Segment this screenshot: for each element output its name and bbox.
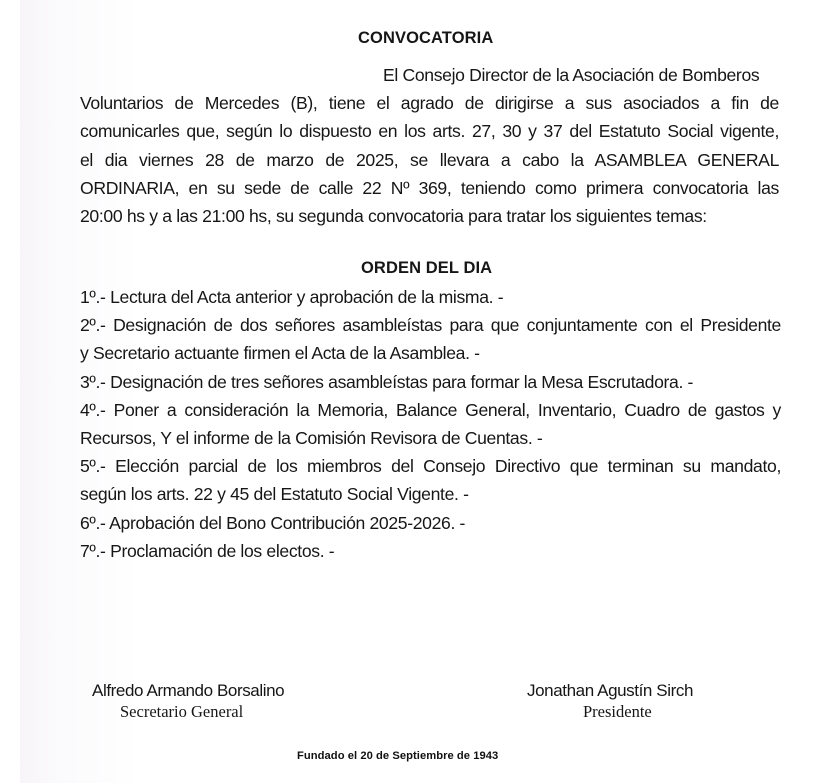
intro-paragraph	[80, 61, 779, 230]
intro-line-1	[80, 61, 779, 89]
secretary-role: Secretario General	[120, 702, 244, 721]
agenda-item-6: 6º.- Aprobación del Bono Contribución 2025-2026. -	[80, 512, 466, 533]
intro-line-1-text: El Consejo Director de la Asociación de Bomberos	[383, 65, 760, 85]
intro-line-6: 20:00 hs y a las 21:00 hs, su segunda convocatoria para tratar los siguientes temas:	[80, 205, 707, 226]
agenda-item-4: 4º.- Poner a consideración la Memoria, Balance General, Inventario, Cuadro de gastos y	[80, 399, 781, 420]
agenda-title: ORDEN DEL DIA	[361, 259, 493, 277]
agenda-item-3: 3º.- Designación de tres señores asambleístas para formar la Mesa Escrutadora. -	[80, 371, 694, 392]
president-role: Presidente	[583, 702, 652, 721]
agenda-item-5: 5º.- Elección parcial de los miembros del Consejo Directivo que terminan su mandato,	[80, 456, 781, 477]
agenda-item-7: 7º.- Proclamación de los electos. -	[80, 540, 335, 561]
intro-line-5: ORDINARIA, en su sede de calle 22 Nº 369, teniendo como primera convocatoria las	[80, 177, 779, 198]
president-name: Jonathan Agustín Sirch	[527, 681, 694, 700]
agenda-item-1: 1º.- Lectura del Acta anterior y aprobación de la misma. -	[80, 287, 504, 307]
document-title: CONVOCATORIA	[358, 29, 494, 47]
intro-line-2: Voluntarios de Mercedes (B), tiene el agrado de dirigirse a sus asociados a fin de	[80, 93, 779, 114]
agenda-item-5-cont: según los arts. 22 y 45 del Estatuto Social Vigente. -	[80, 484, 469, 505]
agenda-item-4-cont: Recursos, Y el informe de la Comisión Revisora de Cuentas. -	[80, 427, 543, 448]
secretary-name: Alfredo Armando Borsalino	[92, 681, 285, 700]
intro-line-4: el dia viernes 28 de marzo de 2025, se llevara a cabo la ASAMBLEA GENERAL	[80, 149, 779, 170]
agenda-item-2-cont: y Secretario actuante firmen el Acta de la Asamblea. -	[80, 343, 480, 364]
intro-line-3: comunicarles que, según lo dispuesto en los arts. 27, 30 y 37 del Estatuto Social vigente,	[80, 121, 779, 142]
founded-footer: Fundado el 20 de Septiembre de 1943	[297, 750, 499, 762]
agenda-list	[80, 283, 781, 565]
agenda-item-2: 2º.- Designación de dos señores asambleístas para que conjuntamente con el Presidente	[80, 315, 781, 336]
